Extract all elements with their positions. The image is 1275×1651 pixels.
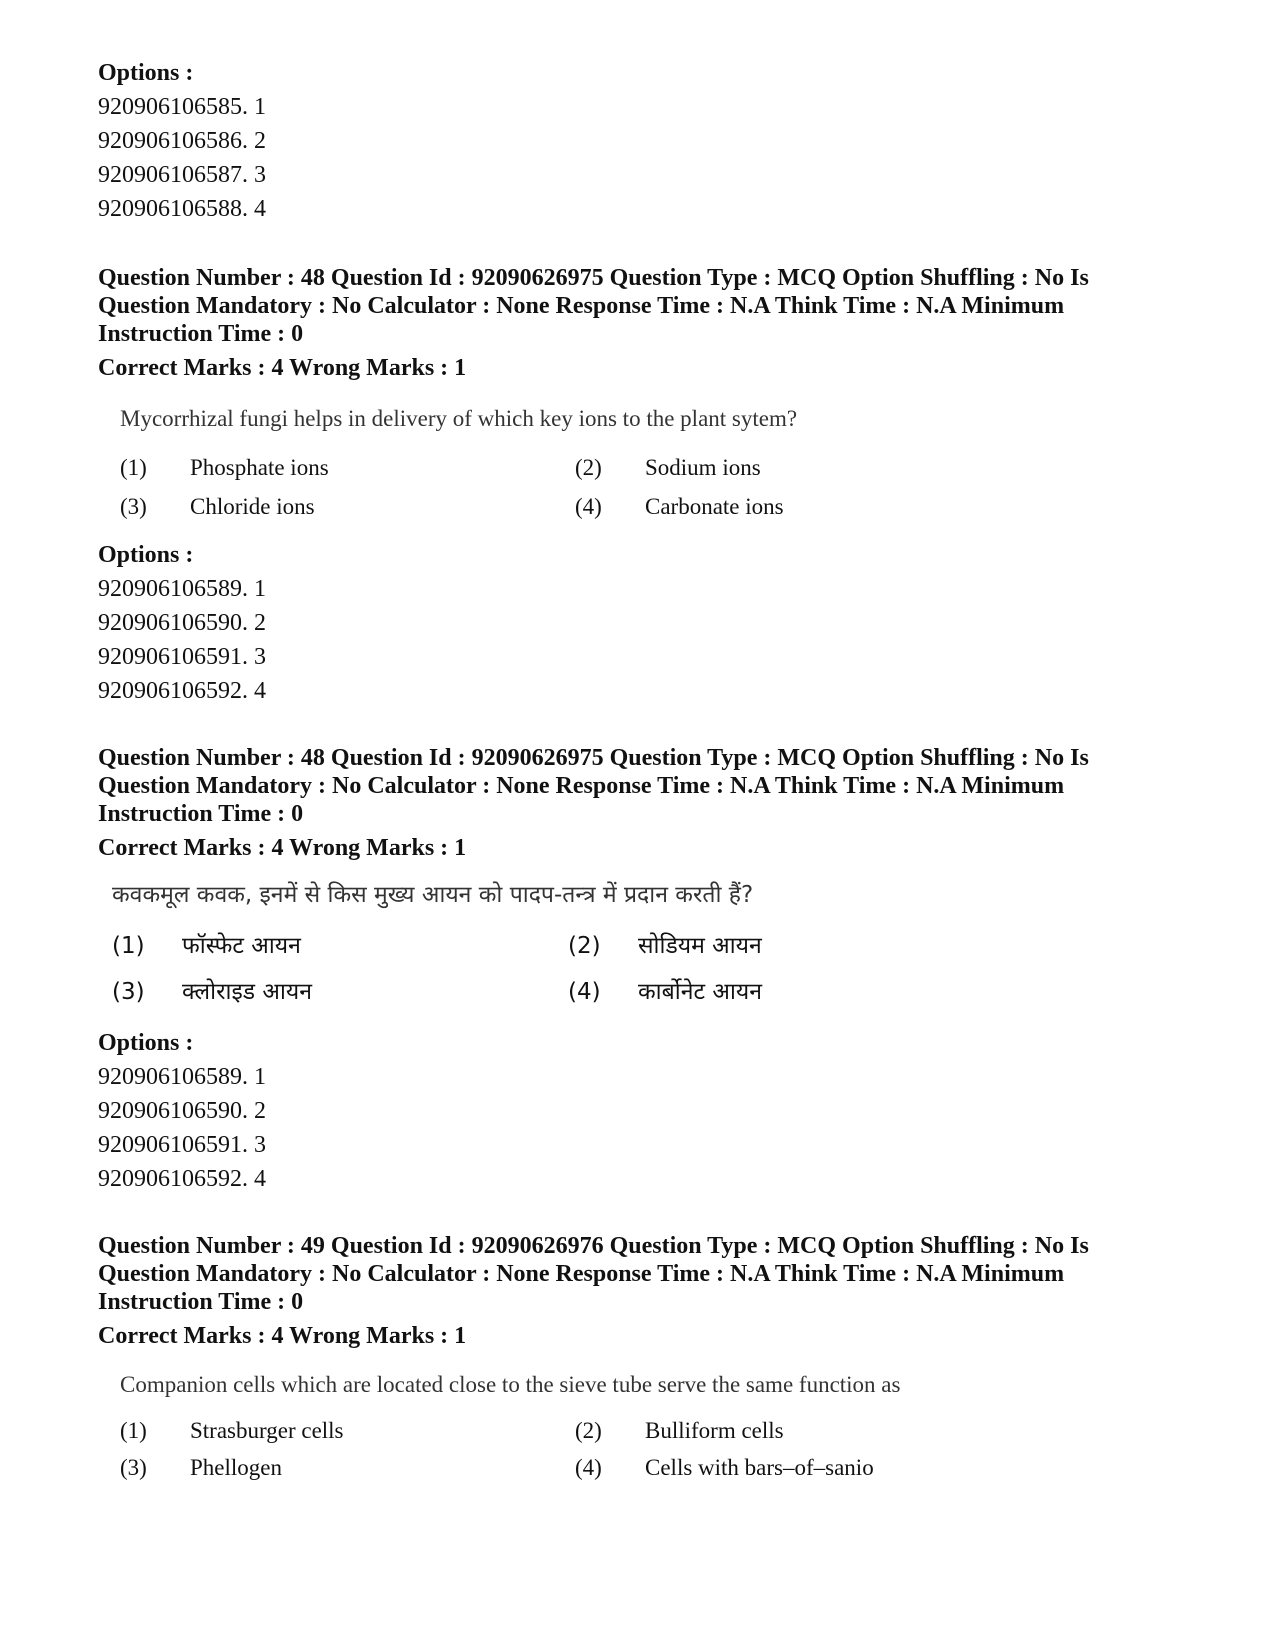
choice-3: [112, 974, 312, 1006]
options-label: Options :: [98, 1030, 194, 1056]
question-marks: Correct Marks : 4 Wrong Marks : 1: [98, 355, 467, 381]
options-label: Options :: [98, 542, 194, 568]
choice-1: [112, 928, 301, 960]
choice-number: (1): [112, 933, 145, 959]
options-block-prev: [98, 56, 1178, 226]
choice-text: क्लोराइड आयन: [182, 979, 312, 1005]
options-label: Options :: [98, 60, 194, 86]
option-line: 920906106586. 2: [98, 128, 266, 154]
choice-number: (2): [575, 455, 602, 480]
choice-text: सोडियम आयन: [638, 933, 762, 959]
choice-4: [575, 494, 784, 520]
choice-text: Phellogen: [190, 1455, 282, 1480]
choice-2: [568, 928, 762, 960]
options-block-48-en: [98, 538, 1178, 708]
choice-3: [120, 1455, 282, 1481]
choice-4: [568, 974, 762, 1006]
question-meta: Question Number : 48 Question Id : 92090626975 Question Type : MCQ Option Shuffling : No Is Question Mandatory : No Calculator : None Response Time : N.A Think Time : N.A Minimum Instruction Time : 0: [98, 265, 1089, 347]
choice-text: Carbonate ions: [645, 494, 784, 519]
choice-4: [575, 1455, 874, 1481]
choice-number: (4): [575, 494, 602, 519]
choice-number: (3): [112, 979, 145, 1005]
option-line: 920906106590. 2: [98, 610, 266, 636]
question-meta: Question Number : 49 Question Id : 92090626976 Question Type : MCQ Option Shuffling : No Is Question Mandatory : No Calculator : None Response Time : N.A Think Time : N.A Minimum Instruction Time : 0: [98, 1233, 1089, 1315]
choice-number: (3): [120, 494, 147, 519]
option-line: 920906106587. 3: [98, 162, 266, 188]
choice-2: [575, 455, 761, 481]
question-header-48-en: [98, 264, 1178, 382]
option-line: 920906106592. 4: [98, 678, 266, 704]
choice-text: Cells with bars–of–sanio: [645, 1455, 874, 1480]
option-line: 920906106589. 1: [98, 1064, 266, 1090]
option-line: 920906106585. 1: [98, 94, 266, 120]
question-image-48-en: [120, 404, 1040, 434]
choice-text: Chloride ions: [190, 494, 315, 519]
choice-3: [120, 494, 315, 520]
question-text: Mycorrhizal fungi helps in delivery of which key ions to the plant sytem?: [120, 406, 798, 431]
question-image-49-en: [120, 1370, 1040, 1400]
option-line: 920906106590. 2: [98, 1098, 266, 1124]
options-block-48-hi: [98, 1026, 1178, 1196]
choice-number: (1): [120, 455, 147, 480]
option-line: 920906106591. 3: [98, 644, 266, 670]
question-image-48-hi: [112, 880, 1032, 910]
question-header-48-hi: [98, 744, 1178, 862]
choice-1: [120, 1418, 344, 1444]
question-text: Companion cells which are located close to the sieve tube serve the same function as: [120, 1372, 901, 1397]
choice-number: (3): [120, 1455, 147, 1480]
option-line: 920906106591. 3: [98, 1132, 266, 1158]
choice-number: (4): [575, 1455, 602, 1480]
choice-1: [120, 455, 329, 481]
choice-number: (4): [568, 979, 601, 1005]
choice-text: कार्बोनेट आयन: [638, 979, 762, 1005]
option-line: 920906106589. 1: [98, 576, 266, 602]
choice-number: (2): [575, 1418, 602, 1443]
question-header-49-en: [98, 1232, 1178, 1350]
choice-text: फॉस्फेट आयन: [182, 933, 301, 959]
choice-text: Strasburger cells: [190, 1418, 344, 1443]
choice-text: Bulliform cells: [645, 1418, 784, 1443]
choice-2: [575, 1418, 784, 1444]
question-meta: Question Number : 48 Question Id : 92090626975 Question Type : MCQ Option Shuffling : No Is Question Mandatory : No Calculator : None Response Time : N.A Think Time : N.A Minimum Instruction Time : 0: [98, 745, 1089, 827]
option-line: 920906106592. 4: [98, 1166, 266, 1192]
choice-text: Phosphate ions: [190, 455, 329, 480]
choice-number: (1): [120, 1418, 147, 1443]
question-marks: Correct Marks : 4 Wrong Marks : 1: [98, 835, 467, 861]
option-line: 920906106588. 4: [98, 196, 266, 222]
choice-text: Sodium ions: [645, 455, 761, 480]
choice-number: (2): [568, 933, 601, 959]
question-text: कवकमूल कवक, इनमें से किस मुख्य आयन को पादप-तन्त्र में प्रदान करती हैं?: [112, 882, 754, 908]
question-marks: Correct Marks : 4 Wrong Marks : 1: [98, 1323, 467, 1349]
